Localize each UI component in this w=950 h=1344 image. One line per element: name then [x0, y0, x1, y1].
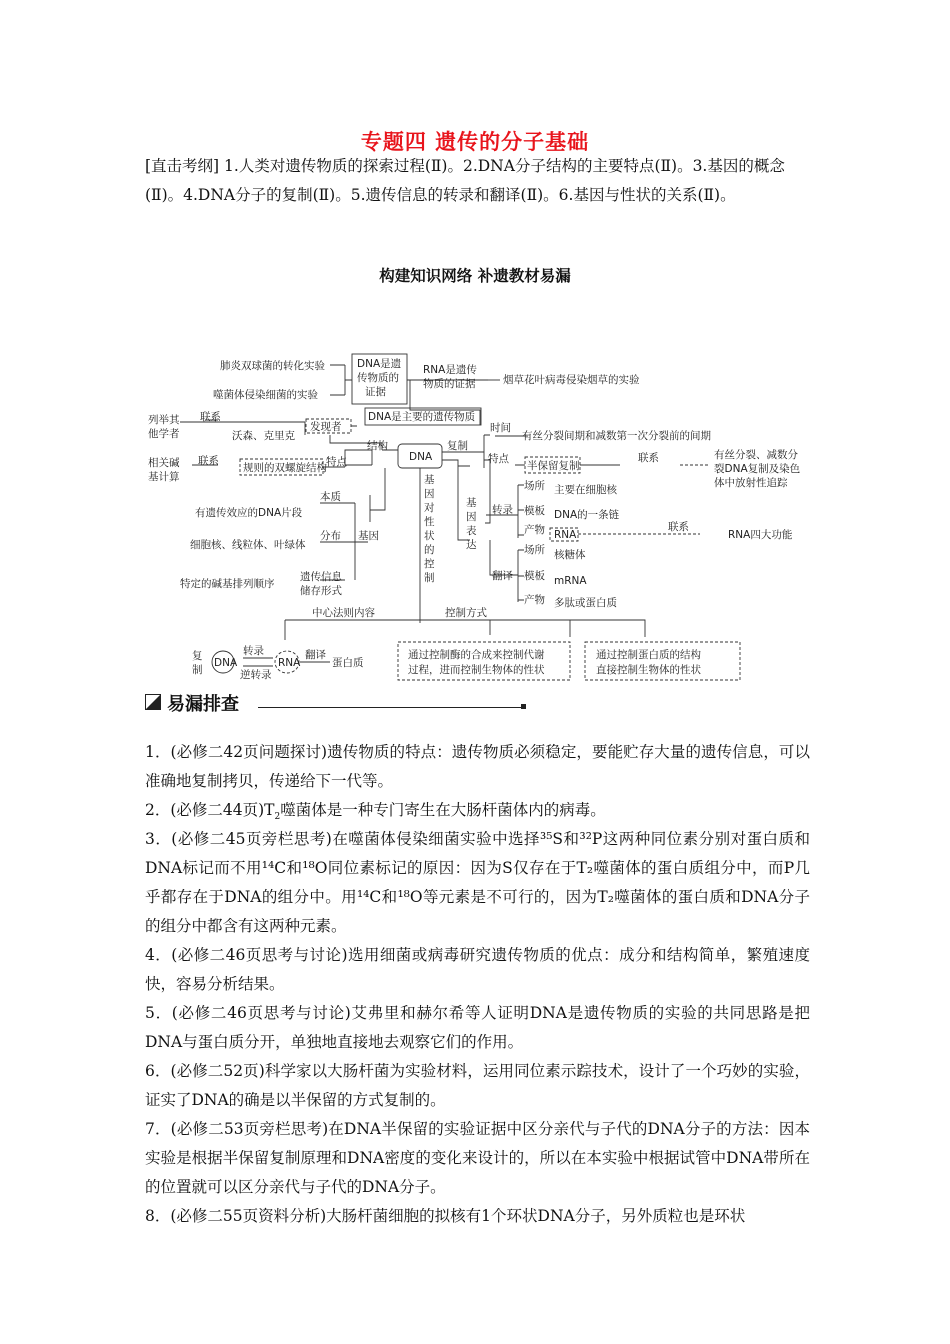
- outline-label: [直击考纲]: [145, 157, 220, 175]
- mm-dna-proof-1: DNA是遗: [357, 358, 402, 370]
- mm-exp2: 噬菌体侵染细菌的实验: [213, 389, 318, 401]
- mm-watson: 沃森、克里克: [232, 430, 295, 442]
- mm-template-1: 模板: [524, 505, 545, 517]
- mm-gene-def: 有遗传效应的DNA片段: [195, 507, 303, 519]
- mm-tracking-2: 裂DNA复制及染色: [714, 463, 801, 475]
- mm-link-3: 联系: [638, 452, 659, 464]
- mm-gene: 基因: [358, 530, 379, 542]
- exam-outline: [145, 152, 815, 210]
- mm-direct-2: 直接控制生物体的性状: [596, 664, 701, 676]
- review-item-2-suffix: 噬菌体是一种专门寄生在大肠杆菌体内的病毒。: [280, 801, 606, 819]
- review-item: 7．(必修二53页旁栏思考)在DNA半保留的实验证据中区分亲代与子代的DNA分子的方法：因本实验是根据半保留复制原理和DNA密度的变化来设计的，所以在本实验中根据试管中DNA带所在的位置就可以区分亲代与子代的DNA分子。: [145, 1120, 810, 1196]
- mm-control-mode: 控制方式: [445, 607, 487, 619]
- mm-product-1: 产物: [524, 524, 545, 536]
- review-item: 3．(必修二45页旁栏思考)在噬菌体侵染细菌实验中选择³⁵S和³²P这两种同位素分别对蛋白质和DNA标记而不用¹⁴C和¹⁸O同位素标记的原因：因为S仅存在于T₂噬菌体的蛋白质组分中，而P几乎都存在于DNA的组分中。用¹⁴C和¹⁸O等元素是不可行的，因为T₂噬菌体的蛋白质和DNA分子的组分中都含有这两种元素。: [145, 830, 810, 935]
- review-item-2-prefix: 2．(必修二44页)T: [145, 801, 275, 819]
- mm-direct-1: 通过控制蛋白质的结构: [596, 649, 701, 661]
- corner-triangle-icon: [145, 694, 161, 710]
- mm-link-2: 联系: [198, 455, 219, 467]
- review-item: 5．(必修二46页思考与讨论)艾弗里和赫尔希等人证明DNA是遗传物质的实验的共同思路是把DNA与蛋白质分开，单独地直接地去观察它们的作用。: [145, 1004, 810, 1051]
- mm-essence: 本质: [320, 491, 341, 503]
- mm-gene-expression-3: 表: [466, 525, 477, 537]
- mm-ribosome: 核糖体: [554, 549, 586, 561]
- mm-semi: 半保留复制: [527, 460, 580, 472]
- mm-dogma-translation: 翻译: [305, 649, 326, 661]
- mm-gene-expression-2: 因: [466, 511, 477, 523]
- mm-template-2: 模板: [524, 570, 545, 582]
- mm-tracking-3: 体中放射性追踪: [714, 477, 788, 489]
- mm-dogma-dna: DNA: [214, 657, 238, 669]
- mm-feature-2: 特点: [488, 453, 509, 465]
- mm-gene-control-7: 控: [424, 558, 435, 570]
- mm-indirect-1: 通过控制酶的合成来控制代谢: [408, 649, 545, 661]
- mm-pairing-1: 相关碱: [148, 457, 180, 469]
- review-item: 4．(必修二46页思考与讨论)选用细菌或病毒研究遗传物质的优点：成分和结构简单，繁殖速度快，容易分析结果。: [145, 946, 810, 993]
- mm-pairing-2: 基计算: [148, 471, 180, 483]
- mm-dogma-transcription: 转录: [243, 645, 264, 657]
- mm-nucleus: 主要在细胞核: [554, 484, 617, 496]
- mm-rna-proof-1: RNA是遗传: [423, 364, 477, 376]
- mm-gene-expression-4: 达: [466, 539, 477, 551]
- mm-sequence: 特定的碱基排列顺序: [180, 578, 275, 590]
- mm-discoverer: 发现者: [310, 421, 342, 433]
- mm-polypeptide: 多肽或蛋白质: [554, 597, 617, 609]
- mm-gene-control-6: 的: [424, 544, 435, 556]
- mm-feature-1: 特点: [326, 456, 347, 468]
- mm-dna: DNA: [409, 451, 433, 463]
- mm-rna-functions: RNA四大功能: [728, 529, 793, 541]
- mm-gene-control-4: 性: [424, 516, 435, 528]
- mm-tracking-1: 有丝分裂、减数分: [714, 449, 798, 461]
- mm-gene-control-2: 因: [424, 488, 435, 500]
- mm-scientists-2: 他学者: [148, 428, 180, 440]
- mm-gene-control-5: 状: [424, 530, 435, 542]
- mm-storage-1: 遗传信息: [300, 571, 342, 583]
- mm-rna-proof-2: 物质的证据: [423, 378, 476, 390]
- mm-link-4: 联系: [668, 521, 689, 533]
- mm-copy-1: 复: [192, 650, 203, 662]
- heading-rule: [258, 707, 523, 708]
- heading-rule-end: [521, 704, 526, 709]
- mm-tmv: 烟草花叶病毒侵染烟草的实验: [503, 374, 640, 386]
- mm-structure: 结构: [367, 440, 388, 452]
- mm-gene-control-3: 对: [424, 502, 435, 514]
- mm-indirect-2: 过程，进而控制生物体的性状: [408, 664, 545, 676]
- section-heading: 构建知识网络 补遗教材易漏: [379, 267, 571, 285]
- mm-rna: RNA: [554, 529, 577, 541]
- mm-place-2: 场所: [524, 544, 545, 556]
- mm-copy-2: 制: [192, 664, 203, 676]
- review-item-2-subscript: 2: [274, 812, 281, 823]
- mm-scientists-1: 列举其: [148, 414, 180, 426]
- mm-dna-proof-3: 证据: [365, 386, 386, 398]
- mm-place-1: 场所: [524, 480, 545, 492]
- mm-dogma-rna: RNA: [278, 657, 301, 669]
- mm-gene-control-1: 基: [424, 474, 435, 486]
- review-item: 8．(必修二55页资料分析)大肠杆菌细胞的拟核有1个环状DNA分子，另外质粒也是环状: [145, 1207, 746, 1225]
- outline-text: 1.人类对遗传物质的探索过程(Ⅱ)。2.DNA分子结构的主要特点(Ⅱ)。3.基因的概念(Ⅱ)。4.DNA分子的复制(Ⅱ)。5.遗传信息的转录和翻译(Ⅱ)。6.基因与性状的关系(Ⅱ)。: [145, 157, 785, 204]
- mm-organelles: 细胞核、线粒体、叶绿体: [190, 539, 306, 551]
- mm-dogma-protein: 蛋白质: [332, 657, 364, 669]
- review-item: 6．(必修二52页)科学家以大肠杆菌为实验材料，运用同位素示踪技术，设计了一个巧妙的实验，证实了DNA的确是以半保留的方式复制的。: [145, 1062, 810, 1109]
- mm-dogma-reverse: 逆转录: [240, 669, 272, 681]
- review-heading-label: 易漏排查: [167, 694, 239, 715]
- mm-distribution: 分布: [320, 530, 341, 542]
- mm-replication: 复制: [447, 440, 468, 452]
- page-title: 专题四 遗传的分子基础: [360, 130, 590, 154]
- mm-transcription: 转录: [492, 504, 513, 516]
- mm-mrna: mRNA: [554, 575, 587, 587]
- mm-product-2: 产物: [524, 594, 545, 606]
- review-item: [145, 796, 810, 825]
- mm-dna-proof-2: 传物质的: [357, 372, 399, 384]
- mm-central-dogma: 中心法则内容: [312, 607, 375, 619]
- mm-one-strand: DNA的一条链: [554, 509, 620, 521]
- knowledge-network-diagram: [140, 340, 820, 685]
- mm-gene-expression-1: 基: [466, 497, 477, 509]
- review-heading: [145, 690, 525, 716]
- mm-storage-2: 储存形式: [300, 585, 342, 597]
- review-list: [145, 738, 810, 1231]
- mm-main-material: DNA是主要的遗传物质: [368, 411, 476, 423]
- mm-time: 时间: [490, 422, 511, 434]
- review-item: 1．(必修二42页问题探讨)遗传物质的特点：遗传物质必须稳定，要能贮存大量的遗传信息，可以准确地复制拷贝，传递给下一代等。: [145, 743, 810, 790]
- mm-exp1: 肺炎双球菌的转化实验: [220, 360, 325, 372]
- mm-gene-control-8: 制: [424, 572, 435, 584]
- mm-translation: 翻译: [492, 570, 513, 582]
- mm-helix: 规则的双螺旋结构: [243, 462, 327, 474]
- mm-link-1: 联系: [200, 411, 221, 423]
- mm-time-value: 有丝分裂间期和减数第一次分裂前的间期: [522, 430, 711, 442]
